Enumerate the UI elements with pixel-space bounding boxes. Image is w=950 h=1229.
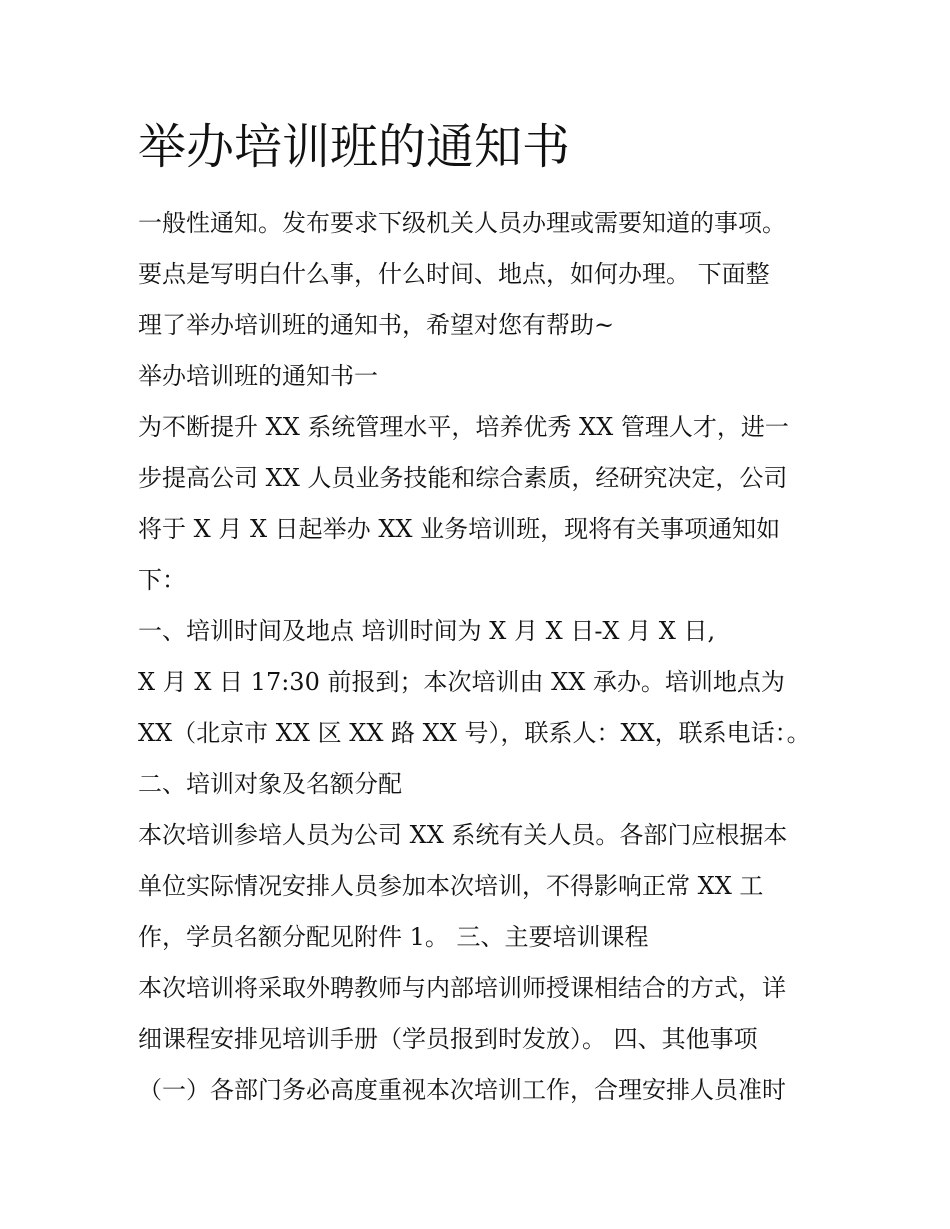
paragraph-line: 本次培训将采取外聘教师与内部培训师授课相结合的方式，详 (138, 974, 786, 1002)
paragraph-line: 细课程安排见培训手册（学员报到时发放）。 四、其他事项 (138, 1025, 758, 1053)
paragraph-line: 本次培训参培人员为公司 XX 系统有关人员。各部门应根据本 (138, 821, 788, 849)
section-heading: 二、培训对象及名额分配 (138, 770, 402, 798)
paragraph-line: 一、培训时间及地点 培训时间为 X 月 X 日-X 月 X 日, (138, 617, 716, 645)
paragraph-line: 作，学员名额分配见附件 1。 三、主要培训课程 (138, 923, 649, 951)
paragraph-line: 步提高公司 XX 人员业务技能和综合素质，经研究决定，公司 (138, 464, 788, 492)
paragraph-line: 为不断提升 XX 系统管理水平，培养优秀 XX 管理人才，进一 (138, 413, 789, 441)
paragraph-line: 一般性通知。发布要求下级机关人员办理或需要知道的事项。 (138, 209, 786, 237)
paragraph-line: 理了举办培训班的通知书，希望对您有帮助~ (138, 311, 615, 339)
paragraph-line: XX（北京市 XX 区 XX 路 XX 号），联系人：XX，联系电话：。 (138, 719, 811, 747)
paragraph-line: 下： (138, 566, 186, 594)
document-title: 举办培训班的通知书 (138, 119, 571, 175)
paragraph-line: （一）各部门务必高度重视本次培训工作，合理安排人员准时 (138, 1076, 786, 1104)
paragraph-line: 要点是写明白什么事，什么时间、地点，如何办理。 下面整 (138, 260, 770, 288)
paragraph-line: X 月 X 日 17:30 前报到；本次培训由 XX 承办。培训地点为 (138, 668, 785, 696)
paragraph-line: 单位实际情况安排人员参加本次培训，不得影响正常 XX 工 (138, 872, 764, 900)
section-heading: 举办培训班的通知书一 (138, 362, 378, 390)
paragraph-line: 将于 X 月 X 日起举办 XX 业务培训班，现将有关事项通知如 (138, 515, 781, 543)
